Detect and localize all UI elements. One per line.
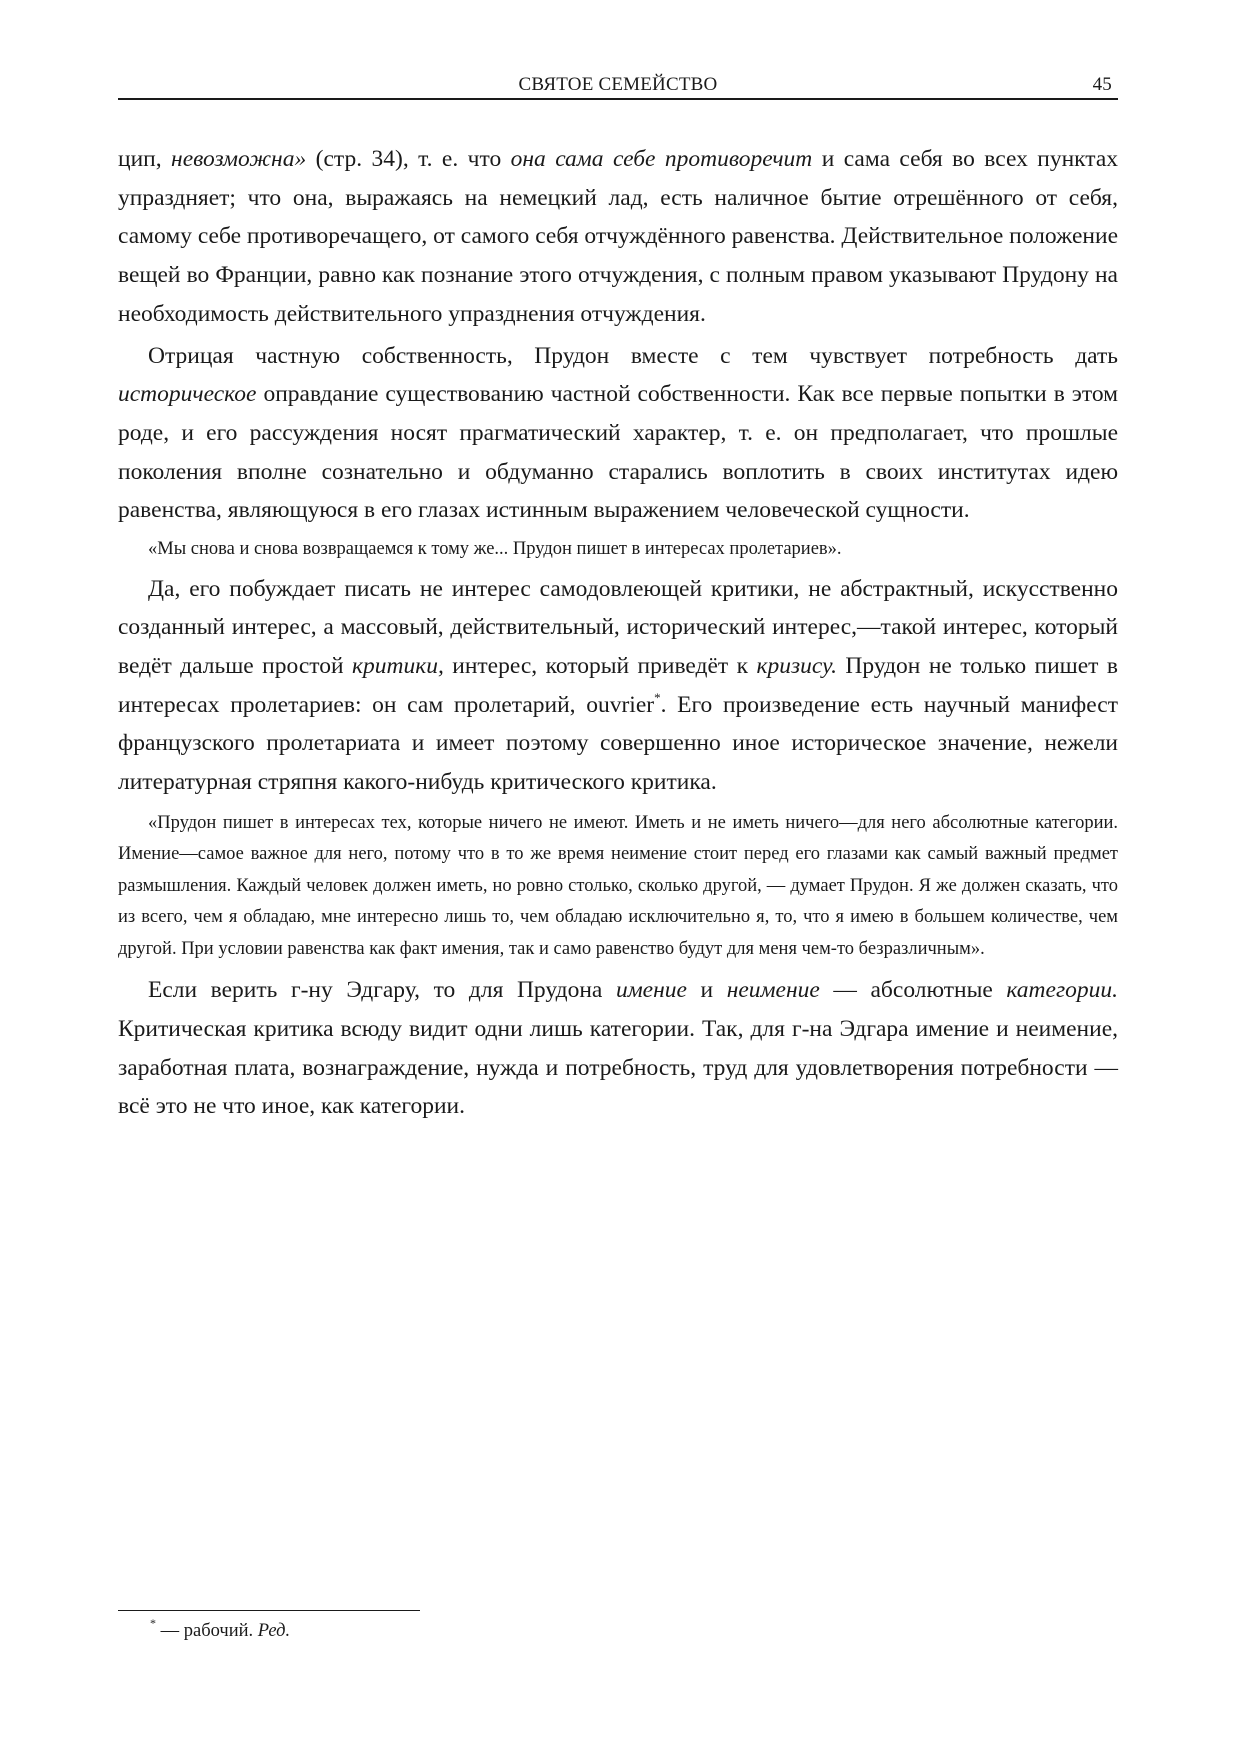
footnote (150, 1617, 290, 1645)
italic-run: невозможна» (171, 146, 307, 172)
paragraph-2 (118, 337, 1118, 531)
text-run: (стр. 34), т. е. что (306, 146, 511, 172)
running-header (118, 70, 1118, 100)
paragraph-1 (118, 140, 1118, 334)
page-number: 45 (1092, 74, 1112, 95)
text-run: оправдание существованию частной собственности. Как все первые попытки в этом роде, и его рассуждения носят прагматический характер, т. е. он предполагает, что прошлые поколения вполне сознательно и обдуманно старались воплотить в своих институтах идею равенства, являющуюся в его глазах истинным выражением человеческой сущности. (118, 381, 1118, 524)
italic-run: кризису. (756, 652, 837, 679)
italic-run: имение (615, 977, 687, 1004)
text-run: Критическая критика всюду видит одни лишь категории. Так, для г-на Эдгара имение и неимение, заработная плата, вознаграждение, нужда и потребность, труд для удовлетворения потребности — всё это не что иное, как категории. (118, 1015, 1118, 1120)
text-run: Отрицая частную собственность, Прудон вместе с тем чувствует потребность дать (148, 342, 1118, 369)
text-run: . Его произведение есть научный манифест французского пролетариата и имеет поэтому совершенно иное историческое значение, нежели литературная стряпня какого-нибудь критического критика. (118, 691, 1118, 796)
text-run: — абсолютные (819, 977, 1007, 1004)
footnote-marker: * (150, 1616, 156, 1630)
footnote-separator (118, 1610, 420, 1611)
text-run: Если верить г-ну Эдгару, то для Прудона (148, 977, 616, 1004)
editor-mark: Ред. (257, 1621, 291, 1641)
italic-run: она сама себе противоречит (510, 146, 813, 172)
text-run: Да, его побуждает писать не интерес самодовлеющей критики, не абстрактный, искусственно созданный интерес, а массовый, действительный, исторический интерес,—такой интерес, который ведёт дальше простой (118, 575, 1118, 679)
text-run: Прудон не только пишет в интересах пролетариев: он сам пролетарий, ouvrier (118, 652, 1118, 718)
quotation-2: «Прудон пишет в интересах тех, которые ничего не имеют. Иметь и не иметь ничего—для него абсолютные категории. Имение—самое важное для него, потому что в то же время неимение стоит перед его глазами как самый важный предмет размышления. Каждый человек должен иметь, но ровно столько, сколько другой, — думает Прудон. Я же должен сказать, что из всего, чем я обладаю, мне интересно лишь то, чем обладаю исключительно я, то, что я имею в большем количестве, чем другой. При условии равенства как факт имения, так и само равенство будут для меня чем-то безразличным». (118, 812, 1118, 959)
italic-run: историческое (118, 381, 257, 408)
text-run: и (686, 977, 727, 1004)
text-run: и сама себя во всех пунктах упраздняет; что она, выражаясь на немецкий лад, есть наличное бытие отрешённого от себя, самому себе противоречащего, от самого себя отчуждённого равенства. Действительное положение вещей во Франции, равно как познание этого отчуждения, с полным правом указывают Прудону на необходимость действительного упразднения отчуждения. (118, 146, 1118, 327)
running-title: СВЯТОЕ СЕМЕЙСТВО (518, 74, 718, 95)
main-text (118, 140, 1118, 1126)
quotation-1: «Мы снова и снова возвращаемся к тому же... Прудон пишет в интересах пролетариев». (148, 539, 842, 560)
italic-run: неимение (726, 977, 820, 1004)
italic-run: критики, (351, 652, 444, 679)
paragraph-4 (118, 971, 1118, 1126)
footnote-text: — рабочий. (156, 1621, 258, 1641)
footnote-reference: * (654, 689, 661, 705)
paragraph-3 (118, 570, 1118, 802)
italic-run: категории. (1006, 977, 1118, 1004)
text-run: цип, (118, 146, 172, 172)
text-run: интерес, который приведёт к (443, 652, 757, 679)
